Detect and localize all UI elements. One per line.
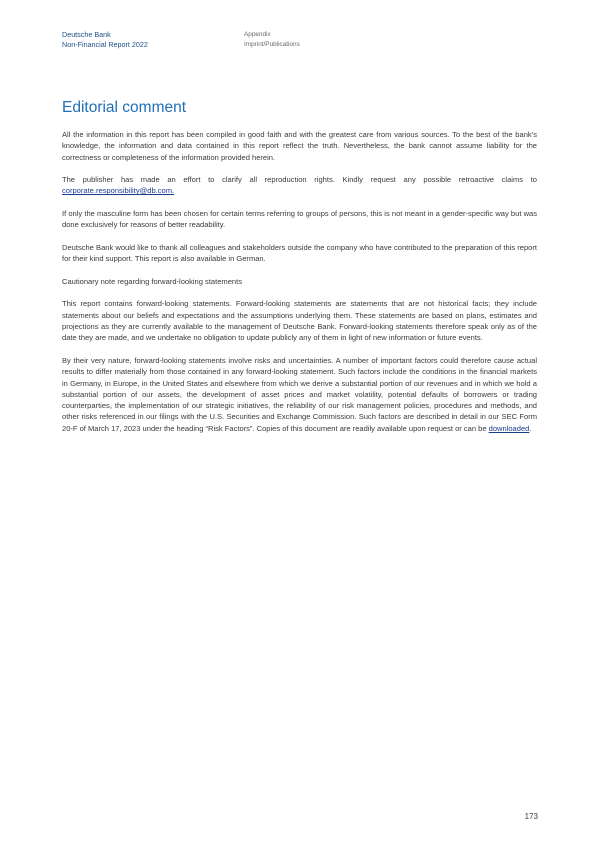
header-brand-block (62, 30, 148, 49)
page-title: Editorial comment (62, 99, 187, 116)
page-number: 173 (524, 812, 538, 821)
body-content (62, 129, 537, 445)
reproduction-rights-text: The publisher has made an effort to clarify all reproduction rights. Kindly request any possible retroactive claims to (62, 175, 537, 185)
subsection-name: Imprint/Publications (244, 40, 300, 48)
report-name: Non-Financial Report 2022 (62, 39, 148, 49)
email-link[interactable]: corporate.responsibility@db.com. (62, 186, 175, 196)
paragraph-risks (62, 355, 537, 434)
section-name: Appendix (244, 31, 271, 38)
header-section-block (244, 30, 300, 49)
paragraph-forward-looking: This report contains forward-looking statements. Forward-looking statements are statements that are not historical facts; they include statements about our beliefs and expectations and the assumptions underlying them. These statements are based on plans, estimates and projections as they are currently available to the management of Deutsche Bank. Forward-looking statements therefore speak only as of the date they are made, and we undertake no obligation to update publicly any of them in light of new information or future events. (62, 299, 537, 343)
paragraph-reproduction-rights (62, 174, 537, 197)
brand-name: Deutsche Bank (62, 30, 111, 39)
download-link[interactable]: downloaded (488, 423, 530, 433)
paragraph-gender-note: If only the masculine form has been chosen for certain terms referring to groups of persons, this is not meant in a gender-specific way but was done exclusively for reasons of better readability. (62, 209, 537, 230)
paragraph-information-disclaimer: All the information in this report has been compiled in good faith and with the greatest care from various sources. To the best of the bank’s knowledge, the information and data contained in this report reflect the truth. Nevertheless, the bank cannot assume liability for the correctness or completeness of the information provided herein. (62, 130, 537, 162)
risks-text: By their very nature, forward-looking statements involve risks and uncertainties. A number of important factors could therefore cause actual results to differ materially from those contained in any forward-looking statement. Such factors include the conditions in the financial markets in Germany, in Europe, in the United States and elsewhere from which we derive a substantial portion of our revenues and in which we hold a substantial portion of our assets, the development of asset prices and market volatility, potential defaults of borrowers or trading counterparties, the implementation of our strategic initiatives, the reliability of our risk management policies, procedures and methods, and other risks referenced in our filings with the U.S. Securities and Exchange Commission. Such factors are described in detail in our SEC Form 20-F of March 17, 2023 under the heading “Risk Factors”. Copies of this document are readily available upon request or can be (62, 355, 537, 433)
cautionary-heading: Cautionary note regarding forward-looking statements (62, 276, 242, 286)
paragraph-acknowledgement: Deutsche Bank would like to thank all colleagues and stakeholders outside the company who have contributed to the preparation of this report for their kind support. This report is also available in German. (62, 242, 537, 264)
risks-end: . (529, 423, 532, 433)
